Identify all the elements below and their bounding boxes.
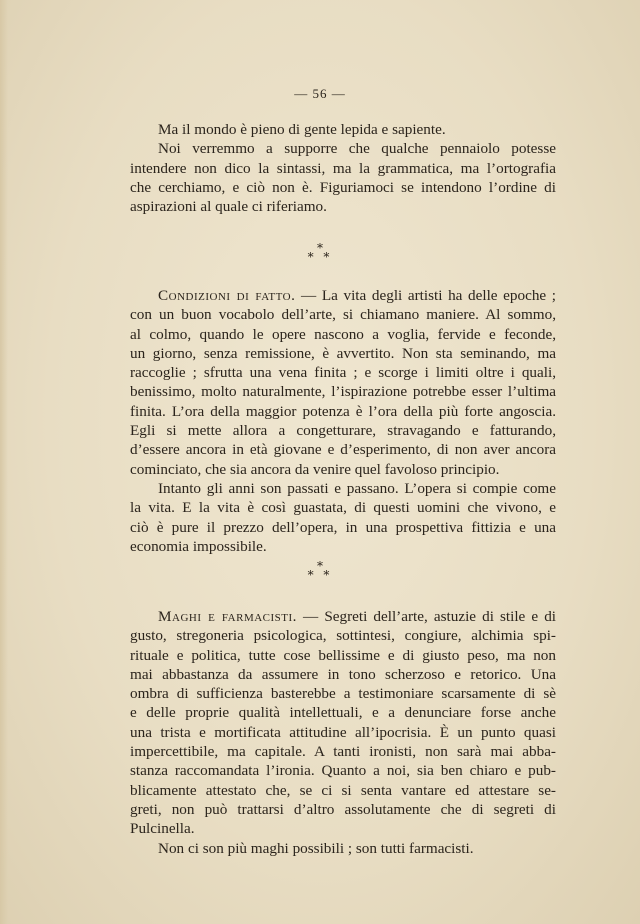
- text-line: Egli si mette allora a congetturare, stravagando e fatturando,: [130, 422, 556, 440]
- intro-text: [130, 120, 556, 216]
- section-first-line: [130, 607, 556, 626]
- heading-dash: —: [296, 608, 325, 625]
- text-line: Non ci son più maghi possibili ; son tutti farmacisti.: [158, 839, 474, 857]
- section-separator: [0, 241, 640, 264]
- section-separator: [0, 559, 640, 582]
- text-line: e delle proprie qualità intellettuali, e a denunciare forse anche: [130, 704, 556, 722]
- section-maghi: [130, 607, 556, 858]
- heading-dash: —: [295, 287, 322, 304]
- text-line: un giorno, senza remissione, è avvertito. Non sta seminando, ma: [130, 344, 556, 362]
- text-line: blicamente attestato che, se ci si senta vantare ed attestare se-: [130, 781, 556, 799]
- text-line: Pulcinella.: [130, 820, 195, 838]
- text-line: Intanto gli anni son passati e passano. L’opera si compie come: [158, 479, 556, 497]
- text-line: benissimo, molto naturalmente, l’ispirazione potrebbe esser l’ultima: [130, 383, 556, 401]
- text-line: ciò è pure il prezzo dell’opera, in una prospettiva fittizia e una: [130, 518, 556, 536]
- text-line: La vita degli artisti ha delle epoche ;: [321, 287, 557, 304]
- separator-star: *: [323, 568, 333, 582]
- section-condizioni: [130, 286, 556, 556]
- text-line: raccoglie ; sfrutta una vena finita ; e scorge i limiti oltre i quali,: [130, 364, 556, 382]
- text-line: al colmo, quando le opere nascono a voglia, fervide e feconde,: [130, 325, 556, 343]
- text-line: Ma il mondo è pieno di gente lepida e sapiente.: [158, 121, 446, 138]
- text-line: una trista e mortificata attitudine all’ipocrisia. È un punto quasi: [130, 723, 556, 741]
- text-line: stanza raccomandata l’ironia. Quanto a noi, sia ben chiaro e pub-: [130, 762, 556, 780]
- text-line: con un buon vocabolo dell’arte, si chiamano maniere. Al sommo,: [130, 306, 556, 324]
- section-first-line: [130, 286, 556, 305]
- separator-star: *: [307, 250, 317, 264]
- text-line: mai abbastanza da assumere in tono scherzoso e retorico. Una: [130, 665, 556, 683]
- text-line: ombra di sufficienza basterebbe a testimoniare scarsamente di sè: [130, 685, 556, 703]
- text-line: d’essere ancora in età giovane e d’esperimento, di non aver ancora: [130, 441, 556, 459]
- text-line: cominciato, che sia ancora da venire quel favoloso principio.: [130, 460, 500, 478]
- section-heading: Maghi e farmacisti.: [158, 608, 297, 625]
- text-line: rituale e politica, tutte cose bellissime e di giusto peso, ma non: [130, 646, 556, 664]
- separator-star: *: [317, 559, 323, 573]
- text-line: gusto, stregoneria psicologica, sottintesi, congiure, alchimia spi-: [130, 627, 556, 645]
- text-line: finita. L’ora della maggior potenza è l’ora della più forte angoscia.: [130, 402, 556, 420]
- separator-star: *: [317, 241, 323, 255]
- text-line: greti, non può trattarsi d’altro assolutamente che di segreti di: [130, 800, 556, 818]
- text-line: la vita. E la vita è così guastata, di questi uomini che vivono, e: [130, 499, 556, 517]
- text-line: che cerchiamo, e ciò non è. Figuriamoci se intendono l’ordine di: [130, 178, 556, 196]
- text-line: aspirazioni al quale ci riferiamo.: [130, 198, 327, 216]
- text-line: economia impossibile.: [130, 537, 267, 555]
- text-line: Segreti dell’arte, astuzie di stile e di: [324, 608, 557, 625]
- text-line: impercettibile, ma capitale. A tanti ironisti, non sarà mai abba-: [130, 743, 556, 761]
- page-number: — 56 —: [294, 86, 346, 101]
- separator-star: *: [307, 568, 317, 582]
- text-line: intendere non dico la sintassi, ma la grammatica, ma l’ortografia: [130, 159, 556, 177]
- section-heading: Condizioni di fatto.: [158, 287, 296, 304]
- text-line: Noi verremmo a supporre che qualche pennaiolo potesse: [158, 140, 556, 158]
- separator-star: *: [323, 250, 333, 264]
